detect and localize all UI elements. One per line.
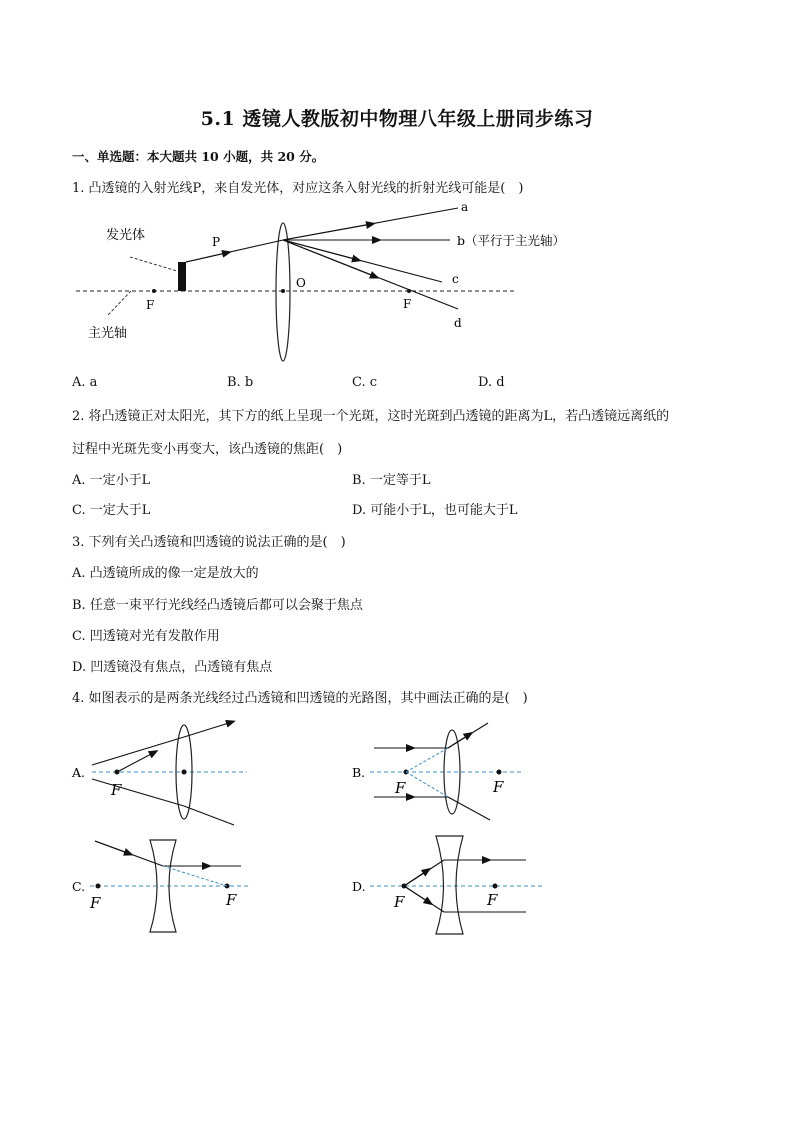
diagram-c-label: C. [72, 879, 86, 894]
question-2-option-c[interactable]: C. 一定大于L [72, 503, 151, 518]
diagram-c [72, 840, 250, 932]
diagram-d-concave-lens [436, 836, 463, 934]
diagram-d [352, 836, 545, 934]
question-2-stem-line-1: 2. 将凸透镜正对太阳光，其下方的纸上呈现一个光斑，这时光斑到凸透镜的距离为L，若凸透镜远离纸的 [72, 409, 670, 424]
diagram-d-focus-label-right: F [487, 891, 498, 909]
question-3-option-d[interactable]: D. 凹透镜没有焦点，凸透镜有焦点 [72, 660, 273, 675]
diagram-a-label: A. [72, 765, 86, 780]
axis-pointer-line [108, 291, 131, 315]
diagram-d-focal-point-right [493, 884, 498, 889]
diagram-a [71, 722, 247, 825]
diagram-d-label: D. [352, 879, 366, 894]
label-ray-a: a [461, 200, 469, 214]
optical-center-dot [281, 289, 285, 293]
diagram-b [352, 723, 522, 820]
diagram-b-label: B. [352, 765, 366, 780]
diagram-b-focus-label-right: F [493, 778, 504, 796]
label-o: O [296, 276, 306, 290]
question-1-option-b[interactable]: B. b [227, 375, 254, 390]
diagram-a-ray-2-in [92, 779, 184, 806]
question-2-option-b[interactable]: B. 一定等于L [352, 473, 431, 488]
diagram-b-focus-label-left: F [395, 779, 406, 797]
diagram-c-focal-point-left [96, 884, 101, 889]
diagram-a-focus-label: F [111, 781, 122, 799]
label-ray-d: d [454, 316, 462, 330]
label-ray-c: c [452, 272, 459, 286]
question-3-option-a[interactable]: A. 凸透镜所成的像一定是放大的 [72, 566, 259, 581]
label-f-right: F [403, 297, 412, 311]
source-pointer-line [130, 257, 177, 271]
section-heading: 一、单选题：本大题共 10 小题，共 20 分。 [72, 149, 325, 164]
question-3-stem: 3. 下列有关凸透镜和凹透镜的说法正确的是( ) [72, 535, 346, 550]
question-1-stem: 1. 凸透镜的入射光线P，来自发光体，对应这条入射光线的折射光线可能是( ) [72, 181, 524, 196]
question-1-option-c[interactable]: C. c [352, 375, 378, 390]
diagram-c-focus-label-right: F [226, 891, 237, 909]
label-p: P [212, 235, 221, 249]
question-1-diagram [0, 195, 794, 370]
label-principal-axis: 主光轴 [88, 326, 128, 341]
question-2-stem-line-2: 过程中光斑先变小再变大，该凸透镜的焦距( ) [72, 442, 343, 457]
label-ray-b: b（平行于主光轴） [457, 233, 566, 248]
question-3-option-c[interactable]: C. 凹透镜对光有发散作用 [72, 629, 220, 644]
question-2-option-a[interactable]: A. 一定小于L [72, 473, 151, 488]
question-1-option-a[interactable]: A. a [72, 375, 98, 390]
page-title: 5.1 透镜人教版初中物理八年级上册同步练习 [200, 108, 594, 130]
label-light-source: 发光体 [106, 228, 146, 243]
question-3-option-b[interactable]: B. 任意一束平行光线经凸透镜后都可以会聚于焦点 [72, 598, 363, 613]
diagram-d-focus-label-left: F [394, 893, 405, 911]
question-1-option-d[interactable]: D. d [478, 375, 505, 390]
diagram-a-lens-center [182, 770, 187, 775]
diagram-c-focus-label-left: F [90, 894, 101, 912]
label-f-left: F [146, 298, 155, 312]
diagram-b-focal-point-right [497, 770, 502, 775]
question-4-diagrams [0, 720, 794, 940]
question-4-stem: 4. 如图表示的是两条光线经过凸透镜和凹透镜的光路图，其中画法正确的是( ) [72, 691, 528, 706]
question-2-option-d[interactable]: D. 可能小于L，也可能大于L [352, 503, 518, 518]
light-source-block [178, 262, 186, 291]
focal-point-left [152, 289, 156, 293]
